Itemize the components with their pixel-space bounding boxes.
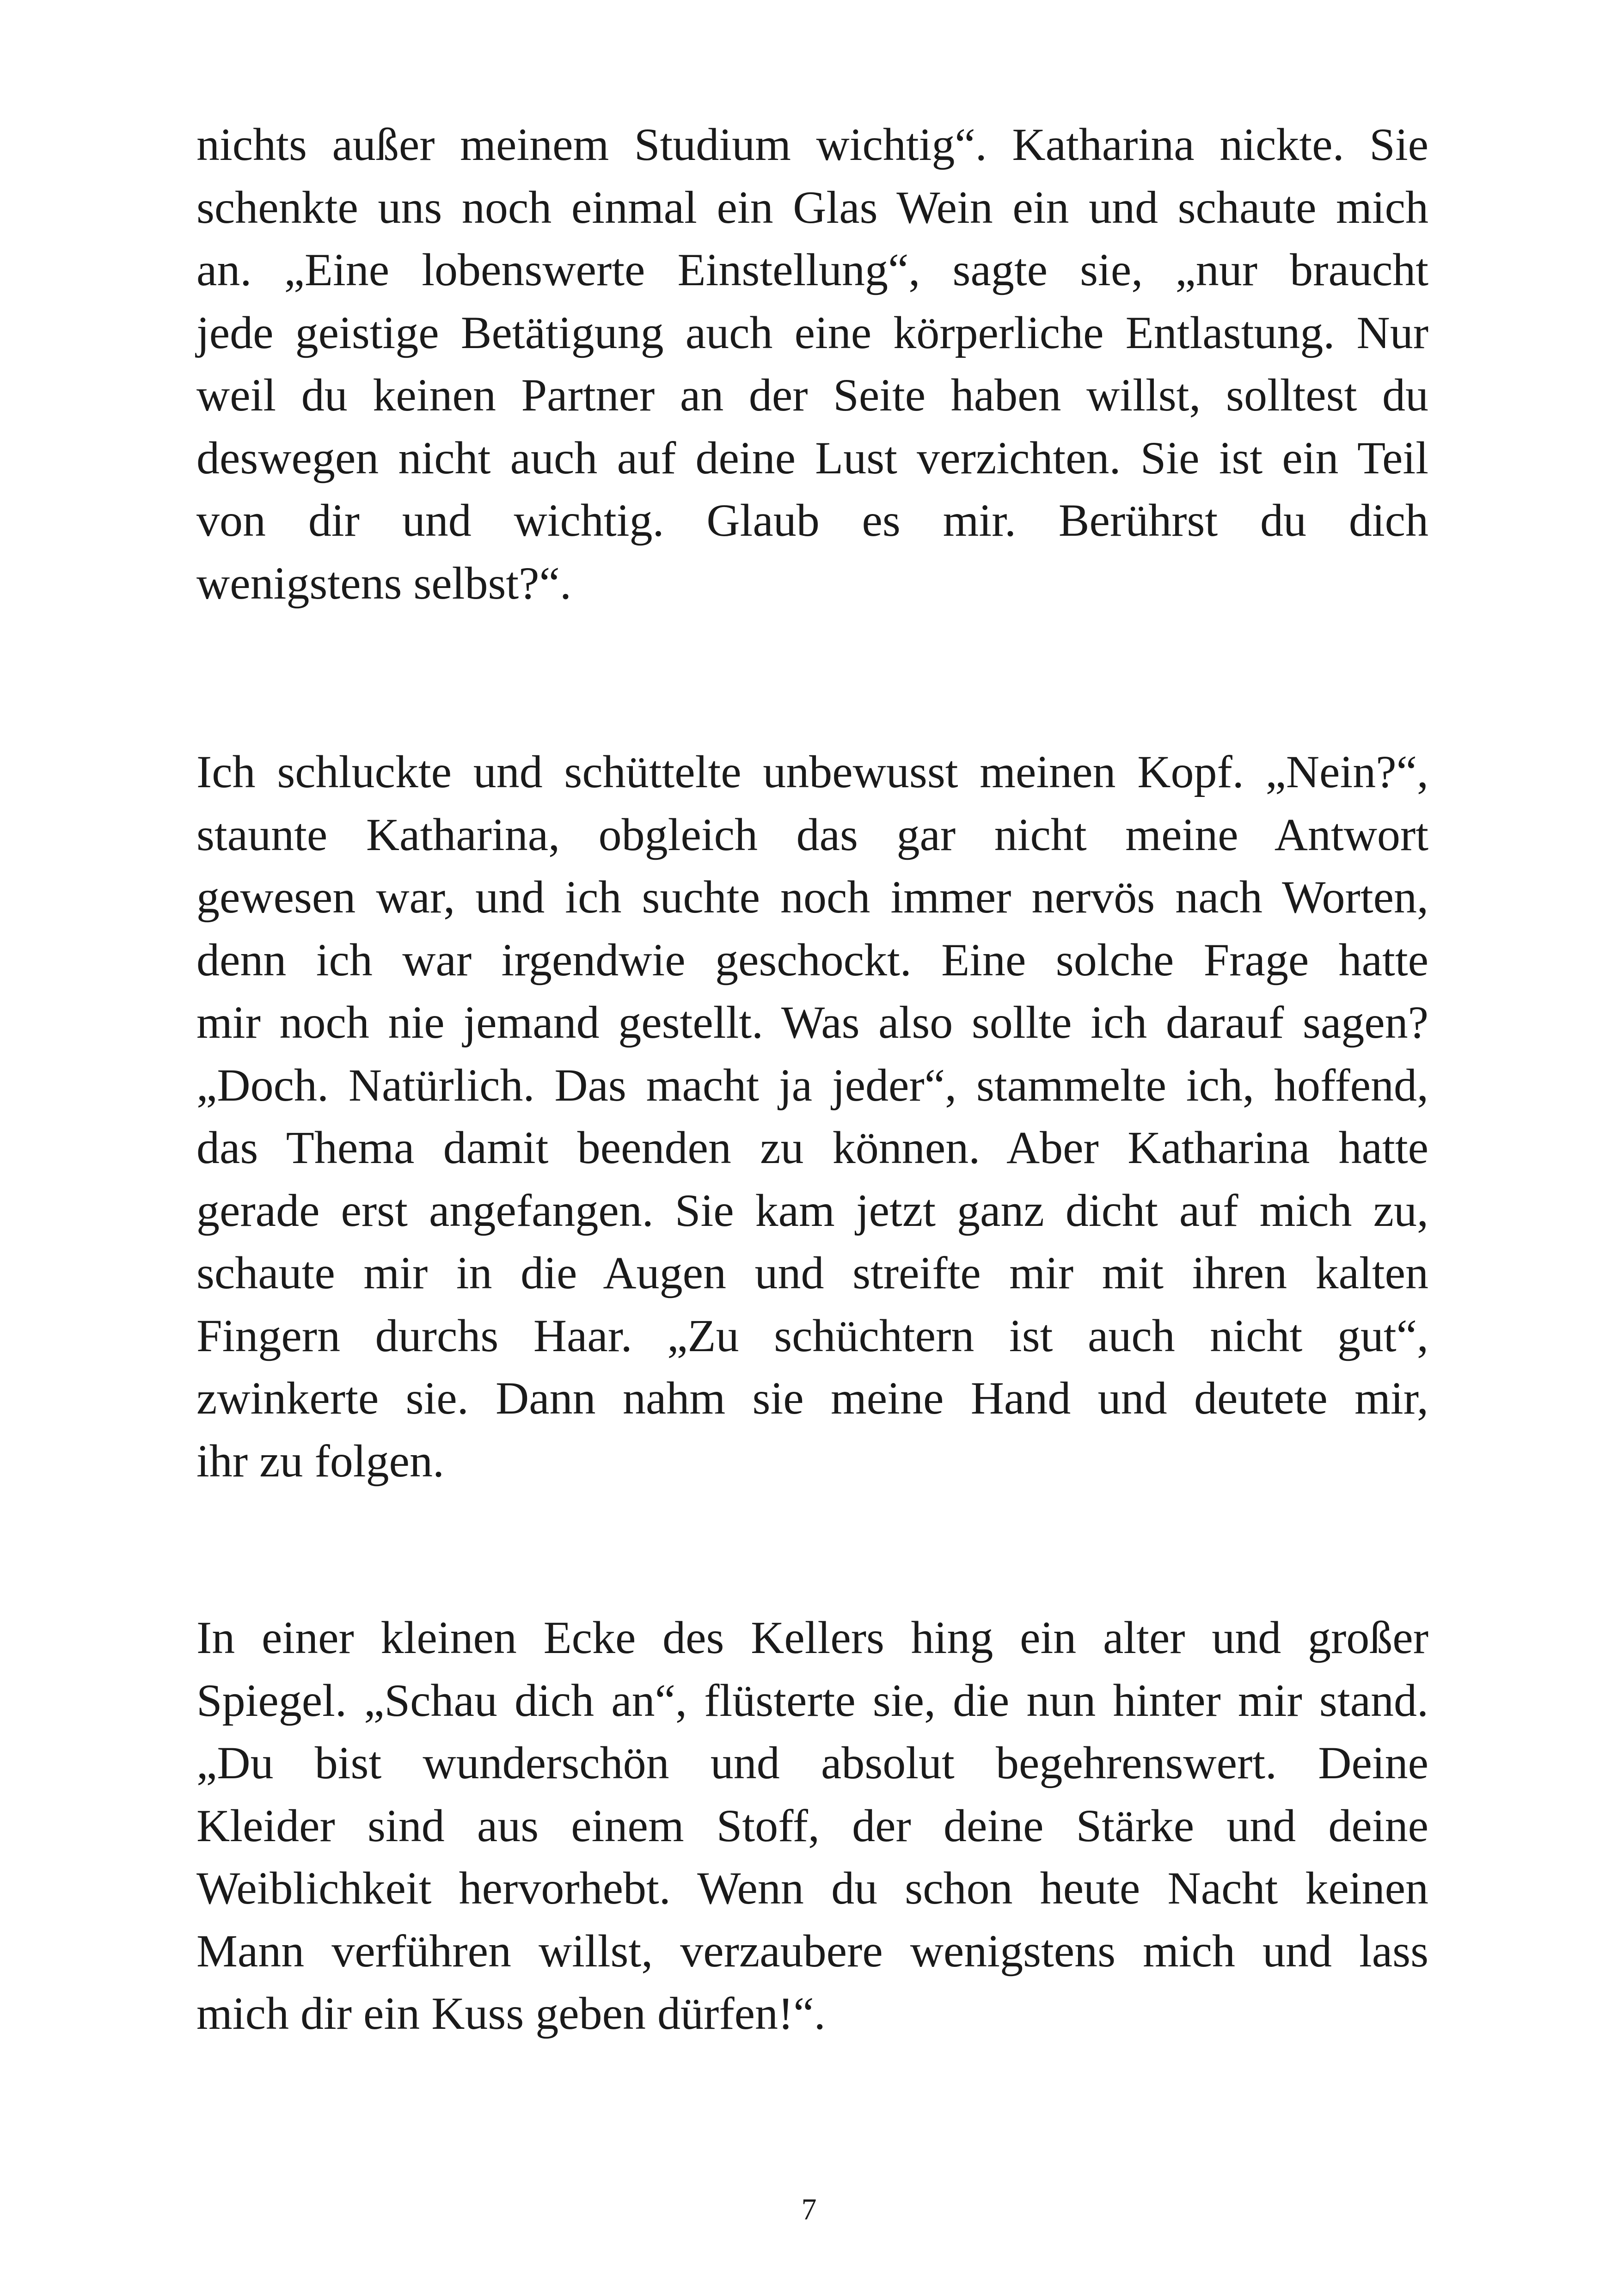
text-line: wenigstens selbst?“. <box>196 557 571 609</box>
text-line: denn ich war irgendwie geschockt. Eine solche Frage hatte <box>196 934 1428 986</box>
text-line: Spiegel. „Schau dich an“, flüsterte sie, die nun hinter mir stand. <box>196 1674 1428 1726</box>
paragraph <box>196 113 1428 614</box>
text-line: das Thema damit beenden zu können. Aber Katharina hatte <box>196 1122 1428 1173</box>
text-line: Fingern durchs Haar. „Zu schüchtern ist auch nicht gut“, <box>196 1310 1428 1361</box>
text-line: Weiblichkeit hervorhebt. Wenn du schon heute Nacht keinen <box>196 1862 1428 1914</box>
text-line: mir noch nie jemand gestellt. Was also sollte ich darauf sagen? <box>196 997 1428 1048</box>
paragraph <box>196 1606 1428 2045</box>
text-line: „Doch. Natürlich. Das macht ja jeder“, stammelte ich, hoffend, <box>196 1059 1428 1111</box>
text-line: zwinkerte sie. Dann nahm sie meine Hand und deutete mir, <box>196 1372 1428 1424</box>
text-line: staunte Katharina, obgleich das gar nicht meine Antwort <box>196 808 1428 860</box>
text-line: „Du bist wunderschön und absolut begehrenswert. Deine <box>196 1737 1428 1788</box>
text-line: an. „Eine lobenswerte Einstellung“, sagte sie, „nur braucht <box>196 244 1428 295</box>
text-line: deswegen nicht auch auf deine Lust verzichten. Sie ist ein Teil <box>196 432 1428 484</box>
text-line: nichts außer meinem Studium wichtig“. Katharina nickte. Sie <box>196 119 1428 170</box>
text-line: Kleider sind aus einem Stoff, der deine Stärke und deine <box>196 1800 1428 1851</box>
paragraph <box>196 741 1428 1492</box>
text-line: jede geistige Betätigung auch eine körperliche Entlastung. Nur <box>196 306 1428 358</box>
text-line: von dir und wichtig. Glaub es mir. Berührst du dich <box>196 495 1428 546</box>
text-line: gerade erst angefangen. Sie kam jetzt ganz dicht auf mich zu, <box>196 1184 1428 1236</box>
text-line: Ich schluckte und schüttelte unbewusst meinen Kopf. „Nein?“, <box>196 746 1428 797</box>
text-line: ihr zu folgen. <box>196 1435 444 1487</box>
text-line: weil du keinen Partner an der Seite haben willst, solltest du <box>196 369 1428 421</box>
text-line: Mann verführen willst, verzaubere wenigstens mich und lass <box>196 1925 1428 1977</box>
text-line: schaute mir in die Augen und streifte mir mit ihren kalten <box>196 1247 1428 1298</box>
text-line: In einer kleinen Ecke des Kellers hing ein alter und großer <box>196 1612 1428 1663</box>
page-number: 7 <box>801 2192 817 2226</box>
text-line: gewesen war, und ich suchte noch immer nervös nach Worten, <box>196 871 1428 923</box>
text-line: mich dir ein Kuss geben dürfen!“. <box>196 1988 826 2039</box>
text-line: schenkte uns noch einmal ein Glas Wein ein und schaute mich <box>196 181 1428 233</box>
